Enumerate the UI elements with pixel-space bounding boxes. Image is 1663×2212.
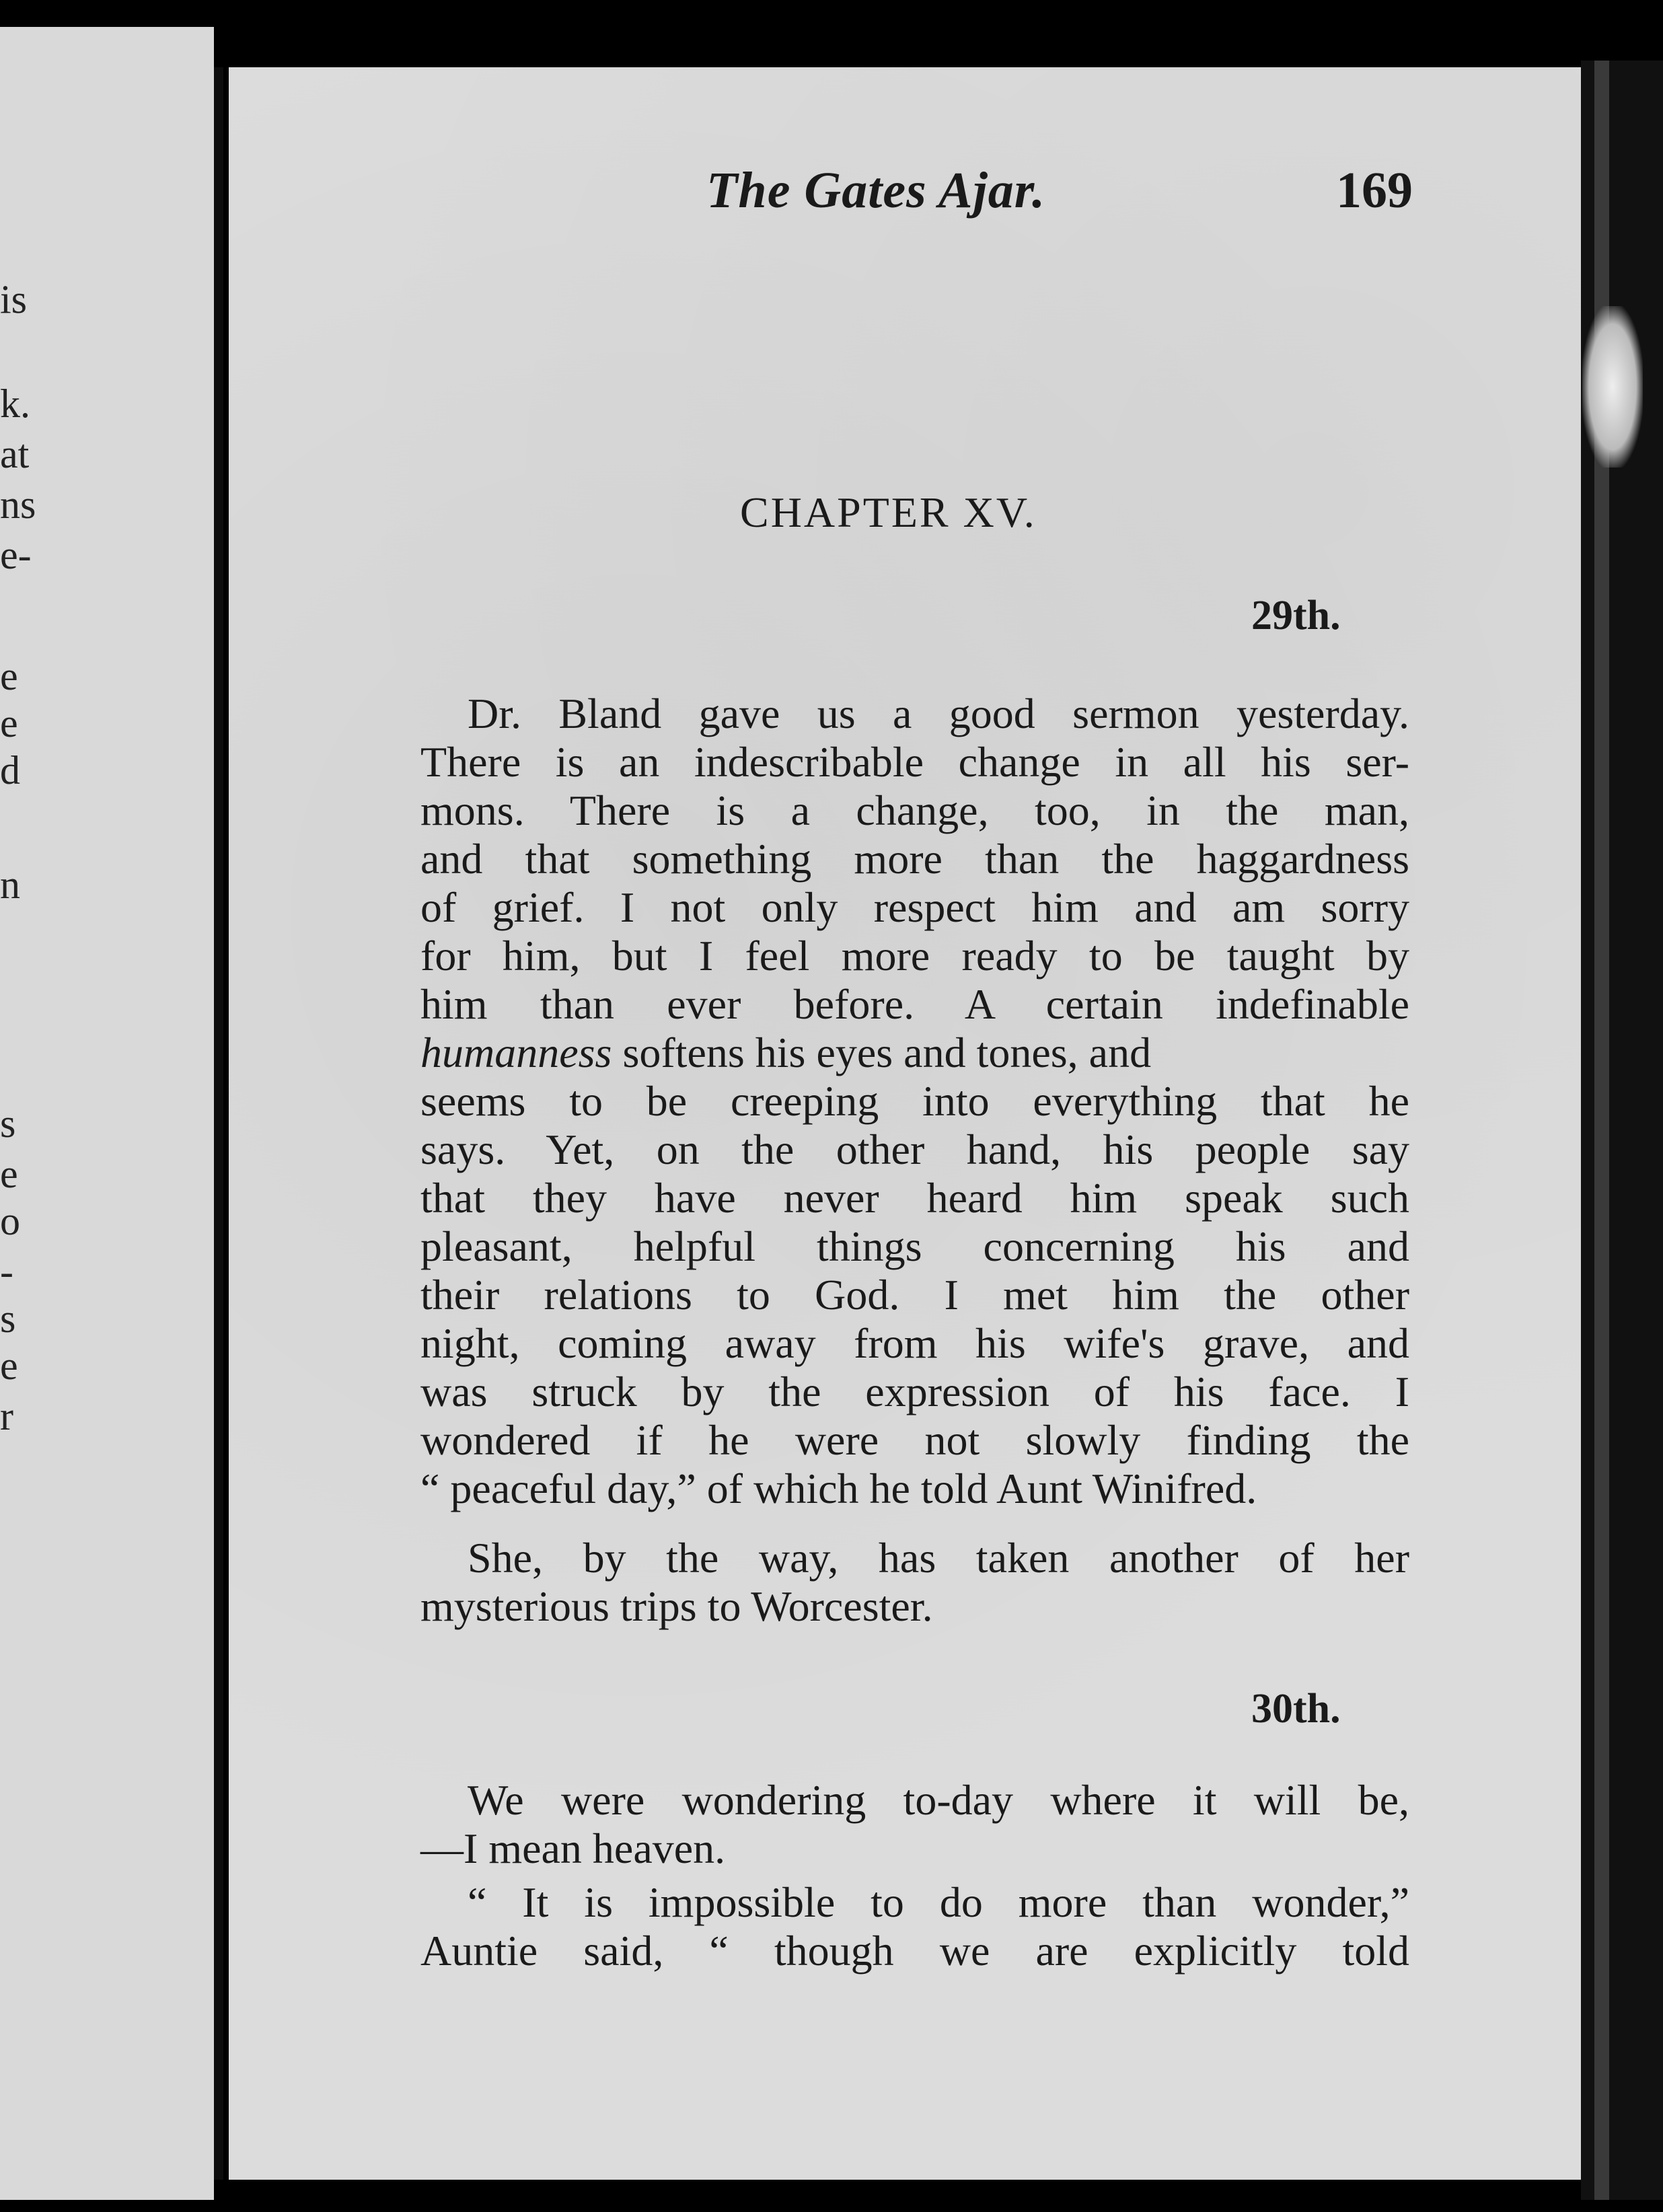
text-fragment: softens his eyes and tones, and <box>622 1029 1152 1076</box>
text-line: pleasant, helpful things concerning his and <box>420 1222 1409 1270</box>
text-line <box>420 1029 1409 1077</box>
left-page-text: is <box>0 277 28 322</box>
text-line: was struck by the expression of his face. I <box>420 1368 1409 1415</box>
text-line: that they have never heard him speak such <box>420 1174 1409 1222</box>
text-line: their relations to God. I met him the other <box>420 1271 1409 1319</box>
text-line: She, by the way, has taken another of her <box>468 1534 1409 1582</box>
text-line: Auntie said, “ though we are explicitly told <box>420 1927 1409 1975</box>
text-line: There is an indescribable change in all his ser- <box>420 738 1409 786</box>
left-page-text: e <box>0 701 18 745</box>
text-line: of grief. I not only respect him and am sorry <box>420 883 1409 931</box>
text-line: “ peaceful day,” of which he told Aunt Winifred. <box>420 1465 1257 1512</box>
italic-word: humanness <box>420 1029 612 1076</box>
entry-date: 29th. <box>1251 593 1341 638</box>
text-line: mysterious trips to Worcester. <box>420 1582 933 1630</box>
left-page-text: s <box>0 1101 16 1146</box>
text-line: for him, but I feel more ready to be taught by <box>420 932 1409 980</box>
paragraph <box>420 1776 1409 1975</box>
entry-date: 30th. <box>1251 1686 1341 1732</box>
paragraph <box>420 1534 1409 1631</box>
left-page-text: k. <box>0 381 30 426</box>
left-page-text: o <box>0 1199 20 1243</box>
text-line: night, coming away from his wife's grave, and <box>420 1319 1409 1367</box>
running-title: The Gates Ajar. <box>706 162 1046 219</box>
left-page-fragment <box>0 27 214 2200</box>
left-page-text: n <box>0 862 20 907</box>
left-page-text: d <box>0 748 20 792</box>
left-page-text: - <box>0 1249 13 1294</box>
running-header <box>706 161 1413 222</box>
text-line: seems to be creeping into everything that he <box>420 1077 1409 1125</box>
left-page-text: s <box>0 1296 16 1341</box>
left-page-text: r <box>0 1394 13 1438</box>
text-line: Dr. Bland gave us a good sermon yesterday. <box>468 690 1409 737</box>
paper-stain <box>1582 306 1643 468</box>
text-line: —I mean heaven. <box>420 1824 726 1872</box>
page-gutter <box>214 67 223 2180</box>
paragraph <box>420 690 1409 1513</box>
left-page-text: ns <box>0 482 36 527</box>
left-page-text: e <box>0 1152 18 1196</box>
text-line: and that something more than the haggardness <box>420 835 1409 883</box>
left-page-text: at <box>0 432 30 476</box>
page-number: 169 <box>1336 162 1413 219</box>
text-line: We were wondering to-day where it will be, <box>468 1776 1409 1824</box>
text-line: wondered if he were not slowly finding the <box>420 1416 1409 1464</box>
left-page-text: e- <box>0 533 32 577</box>
text-line: mons. There is a change, too, in the man, <box>420 786 1409 834</box>
chapter-heading: CHAPTER XV. <box>740 488 1037 536</box>
text-line: “ It is impossible to do more than wonder,” <box>468 1878 1409 1926</box>
text-line: says. Yet, on the other hand, his people say <box>420 1126 1409 1173</box>
left-page-text: e <box>0 654 18 698</box>
left-page-text: e <box>0 1343 18 1388</box>
text-line: him than ever before. A certain indefinable <box>420 980 1409 1028</box>
